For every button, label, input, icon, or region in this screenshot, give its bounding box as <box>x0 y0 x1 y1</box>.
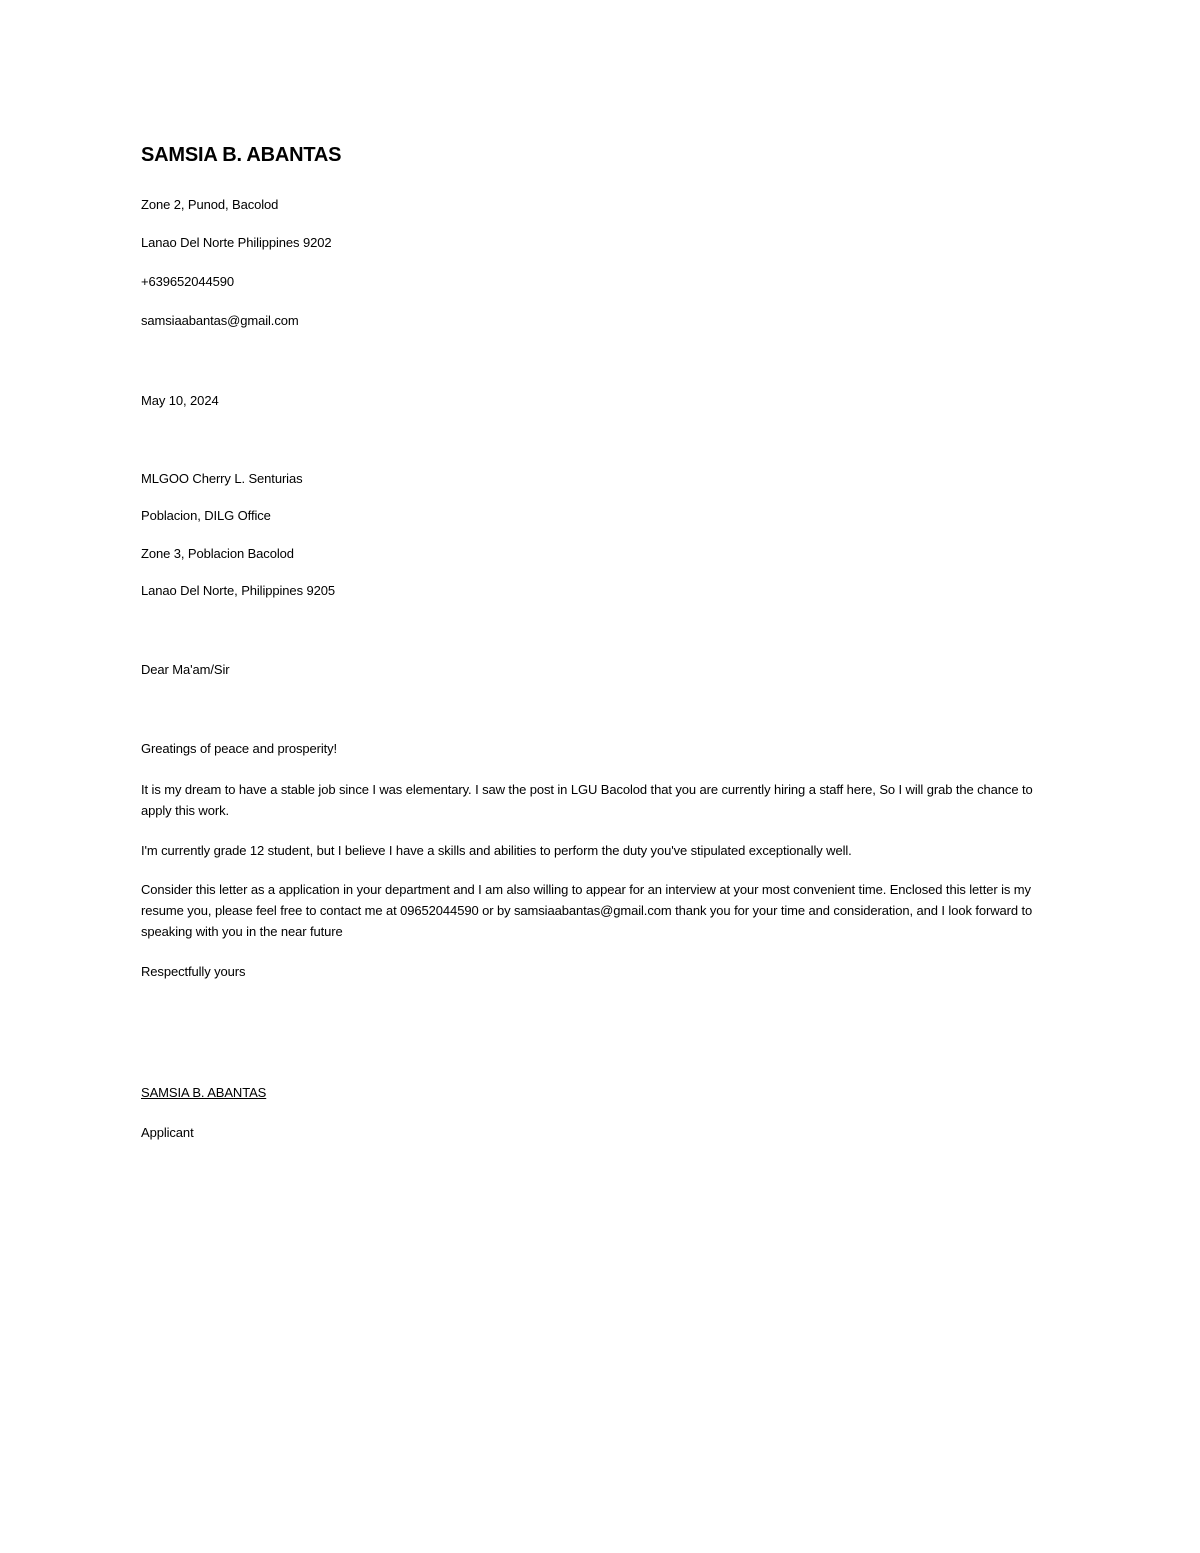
sender-address-line1: Zone 2, Punod, Bacolod <box>141 197 279 212</box>
greeting-line: Greatings of peace and prosperity! <box>141 741 338 756</box>
signature-title: Applicant <box>141 1125 194 1140</box>
recipient-name: MLGOO Cherry L. Senturias <box>141 471 303 486</box>
recipient-address-line2: Lanao Del Norte, Philippines 9205 <box>141 583 335 598</box>
sender-address-line2: Lanao Del Norte Philippines 9202 <box>141 235 332 250</box>
sender-name: SAMSIA B. ABANTAS <box>141 144 342 166</box>
body-paragraph-2: I'm currently grade 12 student, but I believe I have a skills and abilities to perform the duty you've stipulated exceptionally well. <box>141 843 852 858</box>
signature-name: SAMSIA B. ABANTAS <box>141 1085 267 1100</box>
body-paragraph-3: Consider this letter as a application in your department and I am also willing to appear for an interview at your most convenient time. Enclosed this letter is my resume you, please feel free to contact me at 09652044590 or by samsiaabantas@gmail.com thank you for your time and consideration, and I look forward to speaking with you in the near future <box>141 882 1033 939</box>
salutation: Dear Ma'am/Sir <box>141 662 230 677</box>
body-paragraph-1: It is my dream to have a stable job since I was elementary. I saw the post in LGU Bacolod that you are currently hiring a staff here, So I will grab the chance to apply this work. <box>141 782 1033 818</box>
closing-line: Respectfully yours <box>141 964 246 979</box>
recipient-address-line1: Zone 3, Poblacion Bacolod <box>141 546 294 561</box>
sender-phone: +639652044590 <box>141 274 235 289</box>
recipient-office: Poblacion, DILG Office <box>141 508 271 523</box>
sender-email: samsiaabantas@gmail.com <box>141 313 299 328</box>
letter-date: May 10, 2024 <box>141 393 219 408</box>
